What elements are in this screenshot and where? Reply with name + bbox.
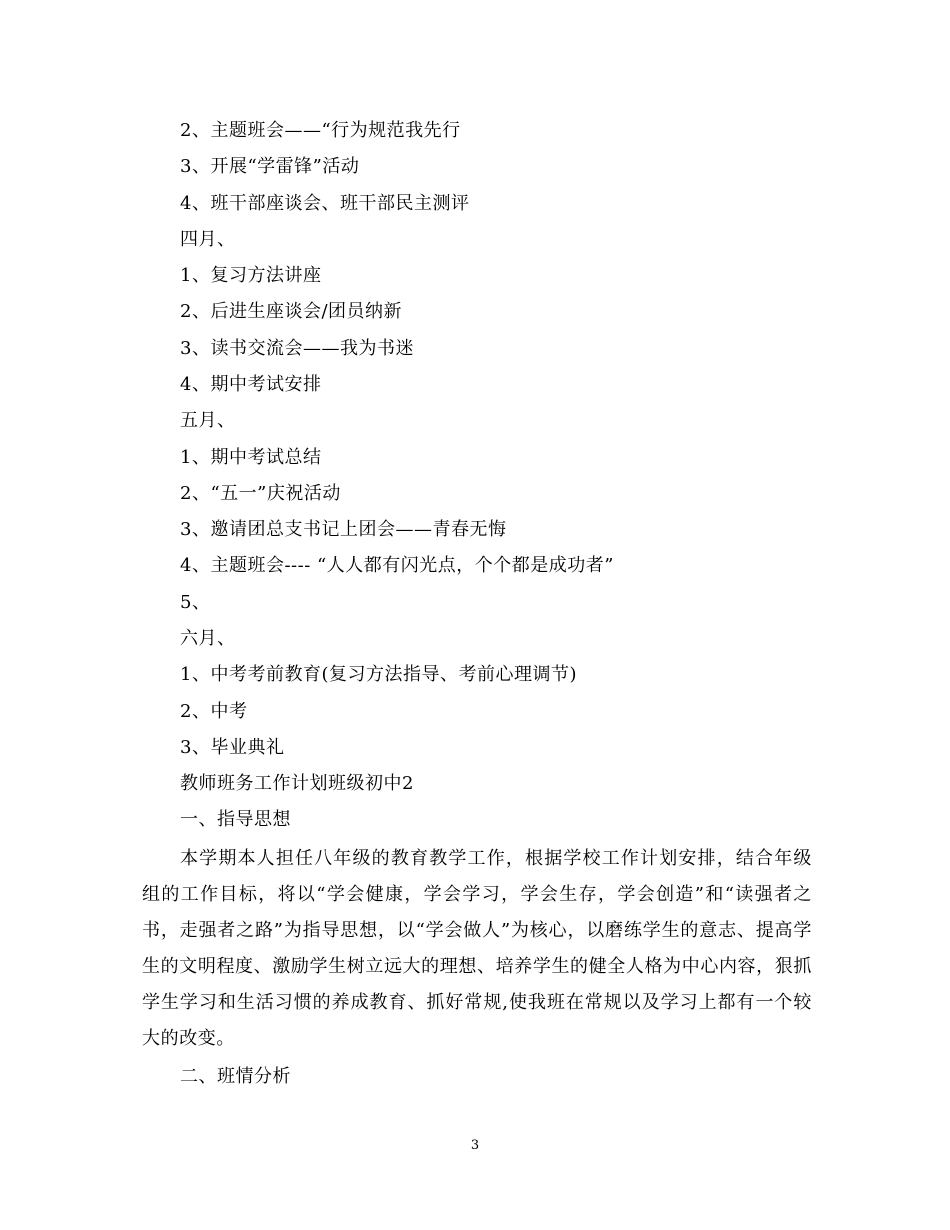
list-line: 3、开展“学雷锋”活动: [180, 156, 360, 177]
list-line: 2、主题班会——“行为规范我先行: [180, 120, 461, 141]
month-heading: 四月、: [180, 229, 236, 250]
section-heading: 二、班情分析: [180, 1066, 291, 1087]
month-heading: 六月、: [180, 628, 236, 649]
list-line: 4、班干部座谈会、班干部民主测评: [180, 193, 470, 214]
list-line: 2、后进生座谈会/团员纳新: [180, 301, 403, 322]
list-line: 2、“五一”庆祝活动: [180, 483, 341, 504]
list-line: 4、期中考试安排: [180, 374, 322, 395]
list-line: 1、期中考试总结: [180, 447, 322, 468]
list-line: 5、: [180, 592, 211, 613]
list-line: 1、中考考前教育(复习方法指导、考前心理调节): [180, 664, 577, 685]
list-line: 3、毕业典礼: [180, 737, 285, 758]
list-line: 4、主题班会---- “人人都有闪光点，个个都是成功者”: [180, 555, 614, 576]
list-line: 3、读书交流会——我为书迷: [180, 338, 414, 359]
list-line: 1、复习方法讲座: [180, 265, 322, 286]
month-heading: 五月、: [180, 410, 236, 431]
list-line: 2、中考: [180, 701, 248, 722]
document-title: 教师班务工作计划班级初中2: [180, 773, 414, 794]
body-paragraph: 本学期本人担任八年级的教育教学工作，根据学校工作计划安排，结合年级组的工作目标，将以“学会健康，学会学习，学会生存，学会创造”和“读强者之书，走强者之路”为指导思想，以“学会做人”为核心，以磨练学生的意志、提高学生的文明程度、激励学生树立远大的理想、培养学生的健全人格为中心内容，狠抓学生学习和生活习惯的养成教育、抓好常规,使我班在常规以及学习上都有一个较大的改变。: [142, 848, 812, 1049]
list-line: 3、邀请团总支书记上团会——青春无悔: [180, 519, 507, 540]
section-heading: 一、指导思想: [180, 809, 291, 830]
page-number: 3: [470, 1138, 480, 1153]
